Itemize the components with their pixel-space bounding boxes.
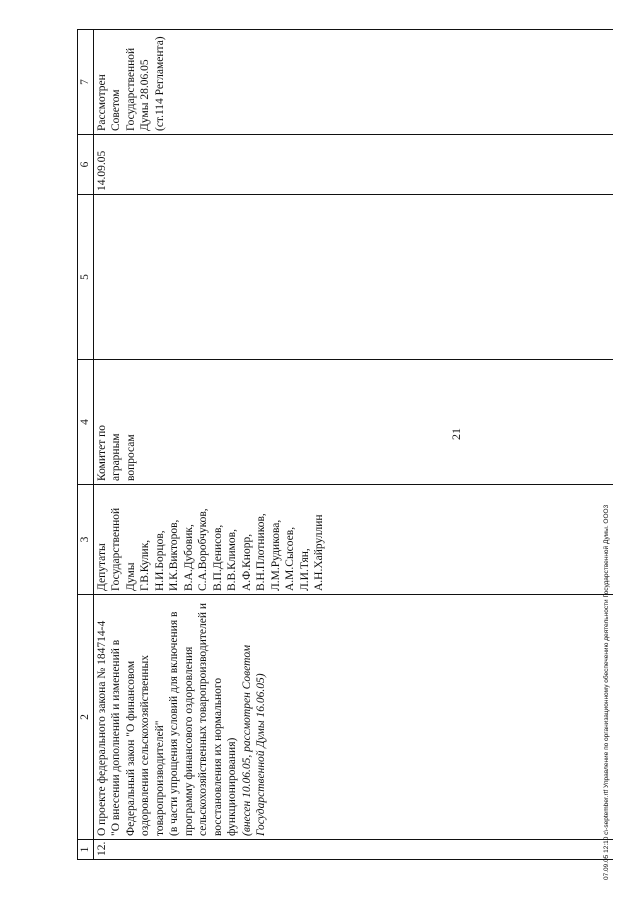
committee-line: Комитет по bbox=[95, 425, 108, 481]
bill-line: товаропроизводителей" bbox=[153, 720, 166, 836]
status-line: Думы 28.06.05 bbox=[139, 59, 151, 131]
bills-table bbox=[77, 29, 613, 860]
author-line: С.А.Воробчуков, bbox=[197, 508, 209, 591]
bill-line: оздоровлении сельскохозяйственных bbox=[139, 655, 151, 836]
empty-cell bbox=[93, 195, 613, 360]
author-line: В.В.Климов, bbox=[226, 529, 238, 591]
column-numbers-row bbox=[78, 30, 94, 860]
bill-note-line: (внесен 10.06.05, рассмотрен Советом bbox=[240, 644, 253, 836]
table-row bbox=[93, 30, 613, 860]
committee-line: аграрным bbox=[110, 433, 122, 481]
date-cell: 14.09.05 bbox=[93, 135, 613, 195]
column-number: 6 bbox=[78, 135, 94, 195]
status-line: Рассмотрен Советом bbox=[95, 74, 122, 131]
author-line: И.К.Викторов, bbox=[168, 519, 180, 591]
bill-note-line: Государственной Думы 16.06.05) bbox=[255, 673, 267, 836]
author-line: А.Н.Хайруллин bbox=[313, 514, 325, 591]
author-line: Л.М.Рудикова, bbox=[269, 519, 282, 591]
bill-title-cell bbox=[93, 595, 613, 840]
bill-line: сельскохозяйственных товаропроизводителей и bbox=[197, 603, 209, 836]
author-line: Г.В.Кулик, bbox=[139, 539, 151, 591]
committee-cell bbox=[93, 360, 613, 485]
author-line: Н.И.Борцов, bbox=[153, 530, 166, 591]
column-number: 2 bbox=[78, 595, 94, 840]
column-number: 5 bbox=[78, 195, 94, 360]
author-line: В.Н.Плотников, bbox=[255, 513, 267, 591]
bill-line: О проекте федерального закона № 184714-4 bbox=[95, 620, 108, 836]
author-line: В.А.Дубовик, bbox=[182, 524, 195, 591]
status-cell bbox=[93, 30, 613, 135]
author-line: Думы bbox=[124, 562, 137, 591]
footer-text: 07.09.05 12:10 c\-september.rtf Управление по организационному обеспечению деятельности Государственной Думы. ООО3 bbox=[603, 504, 610, 880]
author-line: А.М.Сысоев, bbox=[284, 526, 296, 591]
author-line: А.Ф.Кнорр, bbox=[240, 533, 253, 591]
column-number: 3 bbox=[78, 485, 94, 595]
author-line: Л.И.Тян, bbox=[298, 548, 311, 591]
column-number: 7 bbox=[78, 30, 94, 135]
column-number: 4 bbox=[78, 360, 94, 485]
bill-line: программу финансового оздоровления bbox=[182, 646, 195, 836]
bill-line: "О внесении дополнений и изменений в bbox=[110, 639, 122, 836]
author-line: Государственной bbox=[110, 507, 122, 591]
column-number: 1 bbox=[78, 840, 94, 860]
bill-line: восстановления их нормального bbox=[211, 677, 224, 836]
bill-line: (в части упрощения условий для включения в bbox=[168, 611, 180, 836]
author-line: В.П.Денисов, bbox=[211, 524, 224, 591]
status-line: Государственной bbox=[124, 47, 137, 131]
author-line: Депутаты bbox=[95, 543, 108, 591]
bill-line: Федеральный закон "О финансовом bbox=[124, 660, 137, 836]
status-line: (ст.114 Регламента) bbox=[153, 36, 166, 131]
committee-line: вопросам bbox=[124, 434, 137, 481]
bill-line: функционирования) bbox=[226, 737, 238, 836]
authors-cell bbox=[93, 485, 613, 595]
row-number: 12. bbox=[93, 840, 613, 860]
rotated-page bbox=[25, 10, 615, 880]
page-number: 21 bbox=[449, 428, 463, 440]
